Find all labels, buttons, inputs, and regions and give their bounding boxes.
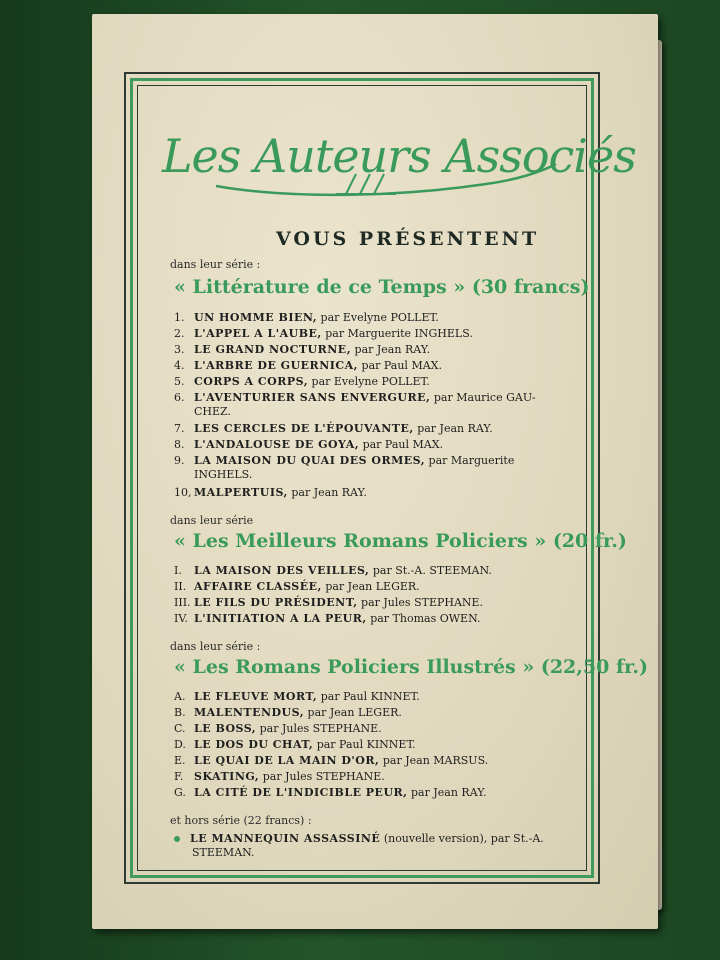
- list-item: A. LE FLEUVE MORT, par Paul KINNET.: [174, 690, 420, 703]
- list-item: I. LA MAISON DES VEILLES, par St.-A. STEEMAN.: [174, 564, 492, 577]
- list-item: D. LE DOS DU CHAT, par Paul KINNET.: [174, 738, 416, 751]
- list-item: 10, MALPERTUIS, par Jean RAY.: [174, 486, 367, 499]
- list-item: C. LE BOSS, par Jules STEPHANE.: [174, 722, 382, 735]
- list-item: 2. L'APPEL A L'AUBE, par Marguerite INGHELS.: [174, 327, 473, 340]
- bullet-icon: [174, 836, 180, 842]
- heading: VOUS PRÉSENTENT: [276, 228, 540, 250]
- list-item: 6. L'AVENTURIER SANS ENVERGURE, par Maurice GAU- CHEZ.: [174, 391, 536, 418]
- series2-title: « Les Meilleurs Romans Policiers » (20 fr.): [174, 530, 627, 552]
- hors-serie-item: LE MANNEQUIN ASSASSINÉ (nouvelle version), par St.-A. STEEMAN.: [174, 832, 544, 845]
- list-item: IV. L'INITIATION A LA PEUR, par Thomas OWEN.: [174, 612, 481, 625]
- list-item: 1. UN HOMME BIEN, par Evelyne POLLET.: [174, 311, 439, 324]
- list-item: E. LE QUAI DE LA MAIN D'OR, par Jean MARSUS.: [174, 754, 489, 767]
- hors-serie-intro: et hors série (22 francs) :: [170, 814, 312, 827]
- logo-text: Les Auteurs Associés: [162, 129, 636, 183]
- logo-flourish-icon: [156, 114, 636, 204]
- list-item: 8. L'ANDALOUSE DE GOYA, par Paul MAX.: [174, 438, 444, 451]
- list-item: 9. LA MAISON DU QUAI DES ORMES, par Marguerite INGHELS.: [174, 454, 515, 481]
- series1-title: « Littérature de ce Temps » (30 francs): [174, 276, 590, 298]
- list-item: 4. L'ARBRE DE GUERNICA, par Paul MAX.: [174, 359, 442, 372]
- list-item: 3. LE GRAND NOCTURNE, par Jean RAY.: [174, 343, 431, 356]
- list-item: II. AFFAIRE CLASSÉE, par Jean LEGER.: [174, 580, 420, 593]
- list-item: G. LA CITÉ DE L'INDICIBLE PEUR, par Jean RAY.: [174, 786, 487, 799]
- outer-frame: [124, 72, 648, 884]
- list-item: F. SKATING, par Jules STEPHANE.: [174, 770, 385, 783]
- series1-intro: dans leur série :: [170, 258, 261, 271]
- series3-intro: dans leur série :: [170, 640, 261, 653]
- book-back-cover: [92, 14, 658, 929]
- series3-title: « Les Romans Policiers Illustrés » (22,50 fr.): [174, 656, 648, 678]
- list-item: 7. LES CERCLES DE L'ÉPOUVANTE, par Jean RAY.: [174, 422, 493, 435]
- list-item: III. LE FILS DU PRÉSIDENT, par Jules STEPHANE.: [174, 596, 484, 609]
- list-item: 5. CORPS A CORPS, par Evelyne POLLET.: [174, 375, 430, 388]
- series2-intro: dans leur série: [170, 514, 254, 527]
- list-item: B. MALENTENDUS, par Jean LEGER.: [174, 706, 402, 719]
- publisher-logo: [156, 114, 636, 204]
